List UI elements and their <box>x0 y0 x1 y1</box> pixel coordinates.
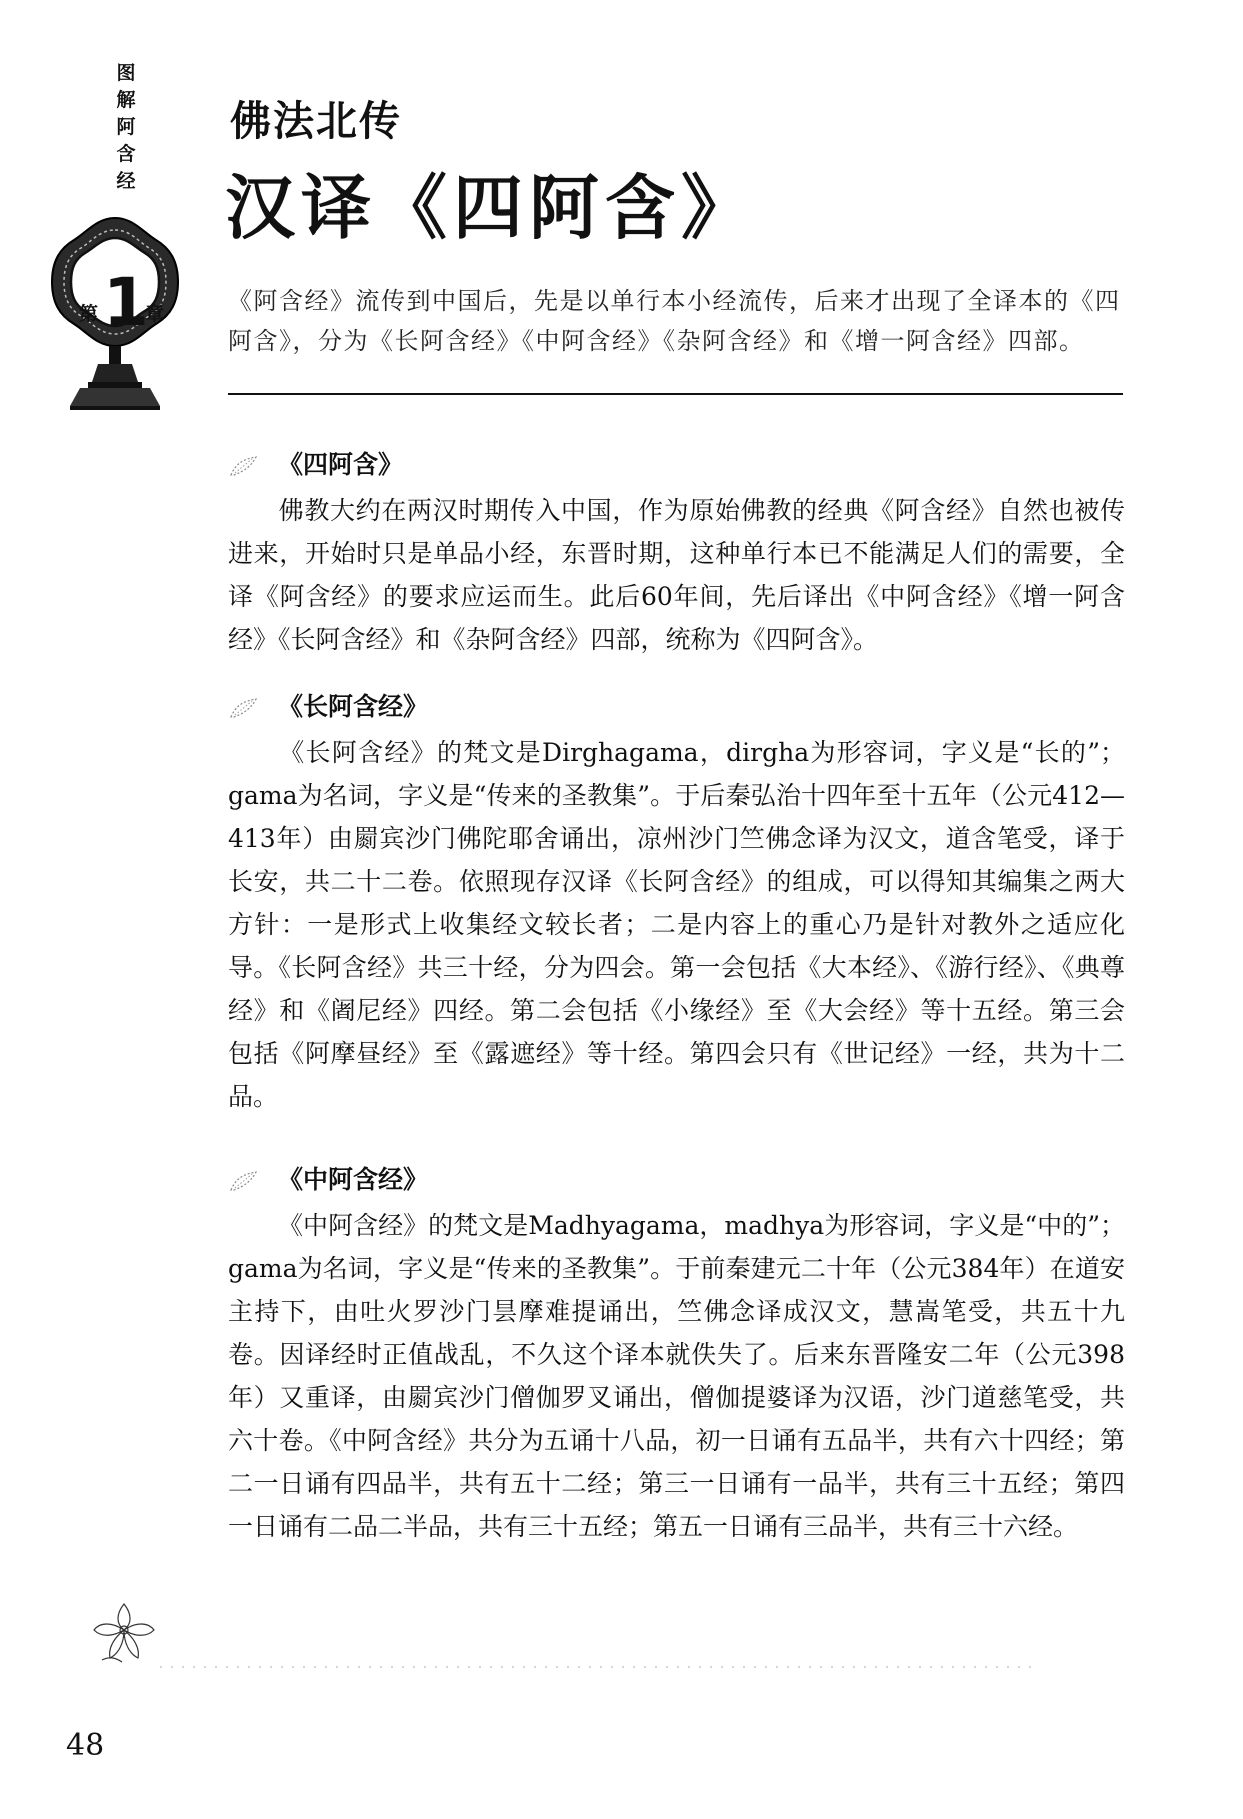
section-body <box>228 489 1125 661</box>
vertical-book-title <box>112 60 140 195</box>
section-body-text: 佛教大约在两汉时期传入中国，作为原始佛教的经典《阿含经》自然也被传进来，开始时只是单品小经，东晋时期，这种单行本已不能满足人们的需要，全译《阿含经》的要求应运而生。此后60年间，先后译出《中阿含经》《增一阿含经》《长阿含经》和《杂阿含经》四部，统称为《四阿含》。 <box>228 496 1125 654</box>
book-title-char: 阿 <box>116 116 136 138</box>
book-title-char: 经 <box>116 170 136 192</box>
page-number: 48 <box>66 1728 105 1763</box>
chapter-kicker: 佛法北传 <box>230 97 402 145</box>
divider <box>228 393 1123 395</box>
chapter-suffix: 章 <box>145 303 165 325</box>
book-title-char: 图 <box>116 62 136 84</box>
section-heading: 《长阿含经》 <box>278 692 429 721</box>
section-zhong-ahan <box>228 1162 1125 1548</box>
section-heading: 《四阿含》 <box>278 450 404 479</box>
intro-paragraph: 《阿含经》流传到中国后，先是以单行本小经流传，后来才出现了全译本的《四阿含》，分为《长阿含经》《中阿含经》《杂阿含经》和《增一阿含经》四部。 <box>228 287 1121 355</box>
chapter-number: 1 <box>103 264 149 341</box>
book-title-char: 解 <box>116 89 136 111</box>
section-chang-ahan <box>228 689 1125 1118</box>
leaf-ornament-icon <box>228 453 260 479</box>
section-body-text: 《长阿含经》的梵文是Dirghagama，dirgha为形容词，字义是“长的”；gama为名词，字义是“传来的圣教集”。于后秦弘治十四年至十五年（公元412—413年）由罽宾沙门佛陀耶舍诵出，凉州沙门竺佛念译为汉文，道含笔受，译于长安，共二十二卷。依照现存汉译《长阿含经》的组成，可以得知其编集之两大方针：一是形式上收集经文较长者；二是内容上的重心乃是针对教外之适应化导。《长阿含经》共三十经，分为四会。第一会包括《大本经》、《游行经》、《典尊经》和《阇尼经》四经。第二会包括《小缘经》至《大会经》等十五经。第三会包括《阿摩昼经》至《露遮经》等十经。第四会只有《世记经》一经，共为十二品。 <box>228 738 1125 1111</box>
section-si-ahan <box>228 447 1125 661</box>
leaf-ornament-icon <box>228 695 260 721</box>
leaf-ornament-icon <box>228 1168 260 1194</box>
section-body <box>228 1204 1125 1548</box>
section-body <box>228 731 1125 1118</box>
dotted-separator <box>160 1663 1040 1671</box>
lotus-flower-icon <box>88 1596 160 1668</box>
section-heading: 《中阿含经》 <box>278 1165 429 1194</box>
section-body-text: 《中阿含经》的梵文是Madhyagama，madhya为形容词，字义是“中的”；gama为名词，字义是“传来的圣教集”。于前秦建元二十年（公元384年）在道安主持下，由吐火罗沙门昙摩难提诵出，竺佛念译成汉文，慧嵩笔受，共五十九卷。因译经时正值战乱，不久这个译本就佚失了。后来东晋隆安二年（公元398年）又重译，由罽宾沙门僧伽罗叉诵出，僧伽提婆译为汉语，沙门道慈笔受，共六十卷。《中阿含经》共分为五诵十八品，初一日诵有五品半，共有六十四经；第二一日诵有四品半，共有五十二经；第三一日诵有一品半，共有三十五经；第四一日诵有二品二半品，共有三十五经；第五一日诵有三品半，共有三十六经。 <box>228 1211 1125 1541</box>
chapter-prefix: 第 <box>79 303 99 325</box>
book-title-char: 含 <box>116 143 136 165</box>
page-title: 汉译《四阿含》 <box>225 167 757 249</box>
